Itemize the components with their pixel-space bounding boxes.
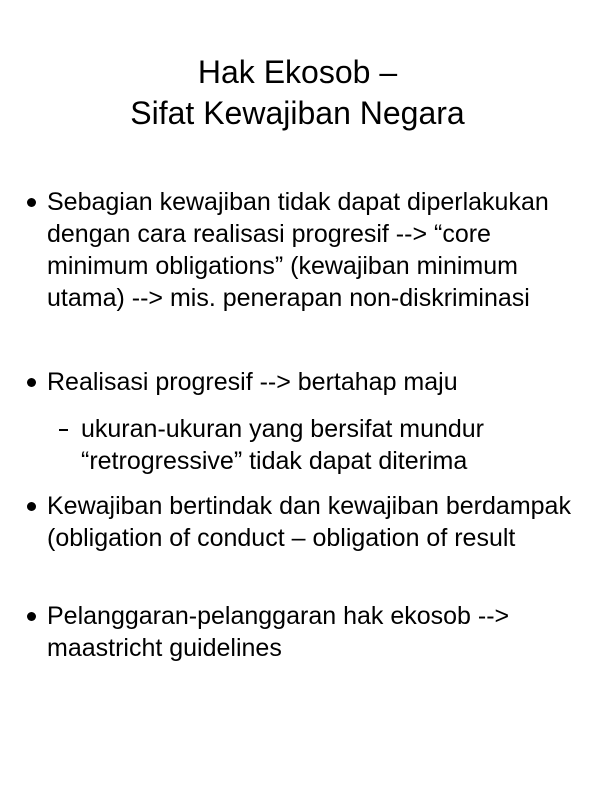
title-line-2: Sifat Kewajiban Negara [130, 95, 465, 131]
bullet-dot-icon [27, 502, 36, 511]
sub-bullet-item [81, 413, 571, 477]
slide-title [0, 52, 595, 134]
bullet-text: Sebagian kewajiban tidak dapat diperlakukan dengan cara realisasi progresif --> “core minimum obligations” (kewajiban minimum utama) --> mis. penerapan non-diskriminasi [47, 188, 549, 312]
bullet-text: Pelanggaran-pelanggaran hak ekosob --> maastricht guidelines [47, 602, 510, 662]
bullet-text: Realisasi progresif --> bertahap maju [47, 368, 458, 396]
bullet-text: Kewajiban bertindak dan kewajiban berdampak (obligation of conduct – obligation of result [47, 492, 571, 552]
bullet-item [47, 600, 577, 664]
dash-icon [59, 429, 68, 431]
title-line-1: Hak Ekosob – [197, 54, 398, 90]
bullet-dot-icon [27, 612, 36, 621]
sub-bullet-text: ukuran-ukuran yang bersifat mundur “retrogressive” tidak dapat diterima [81, 415, 485, 475]
bullet-dot-icon [27, 378, 36, 387]
bullet-item [47, 366, 577, 398]
bullet-dot-icon [27, 198, 36, 207]
bullet-item [47, 490, 577, 554]
bullet-item [47, 186, 577, 314]
